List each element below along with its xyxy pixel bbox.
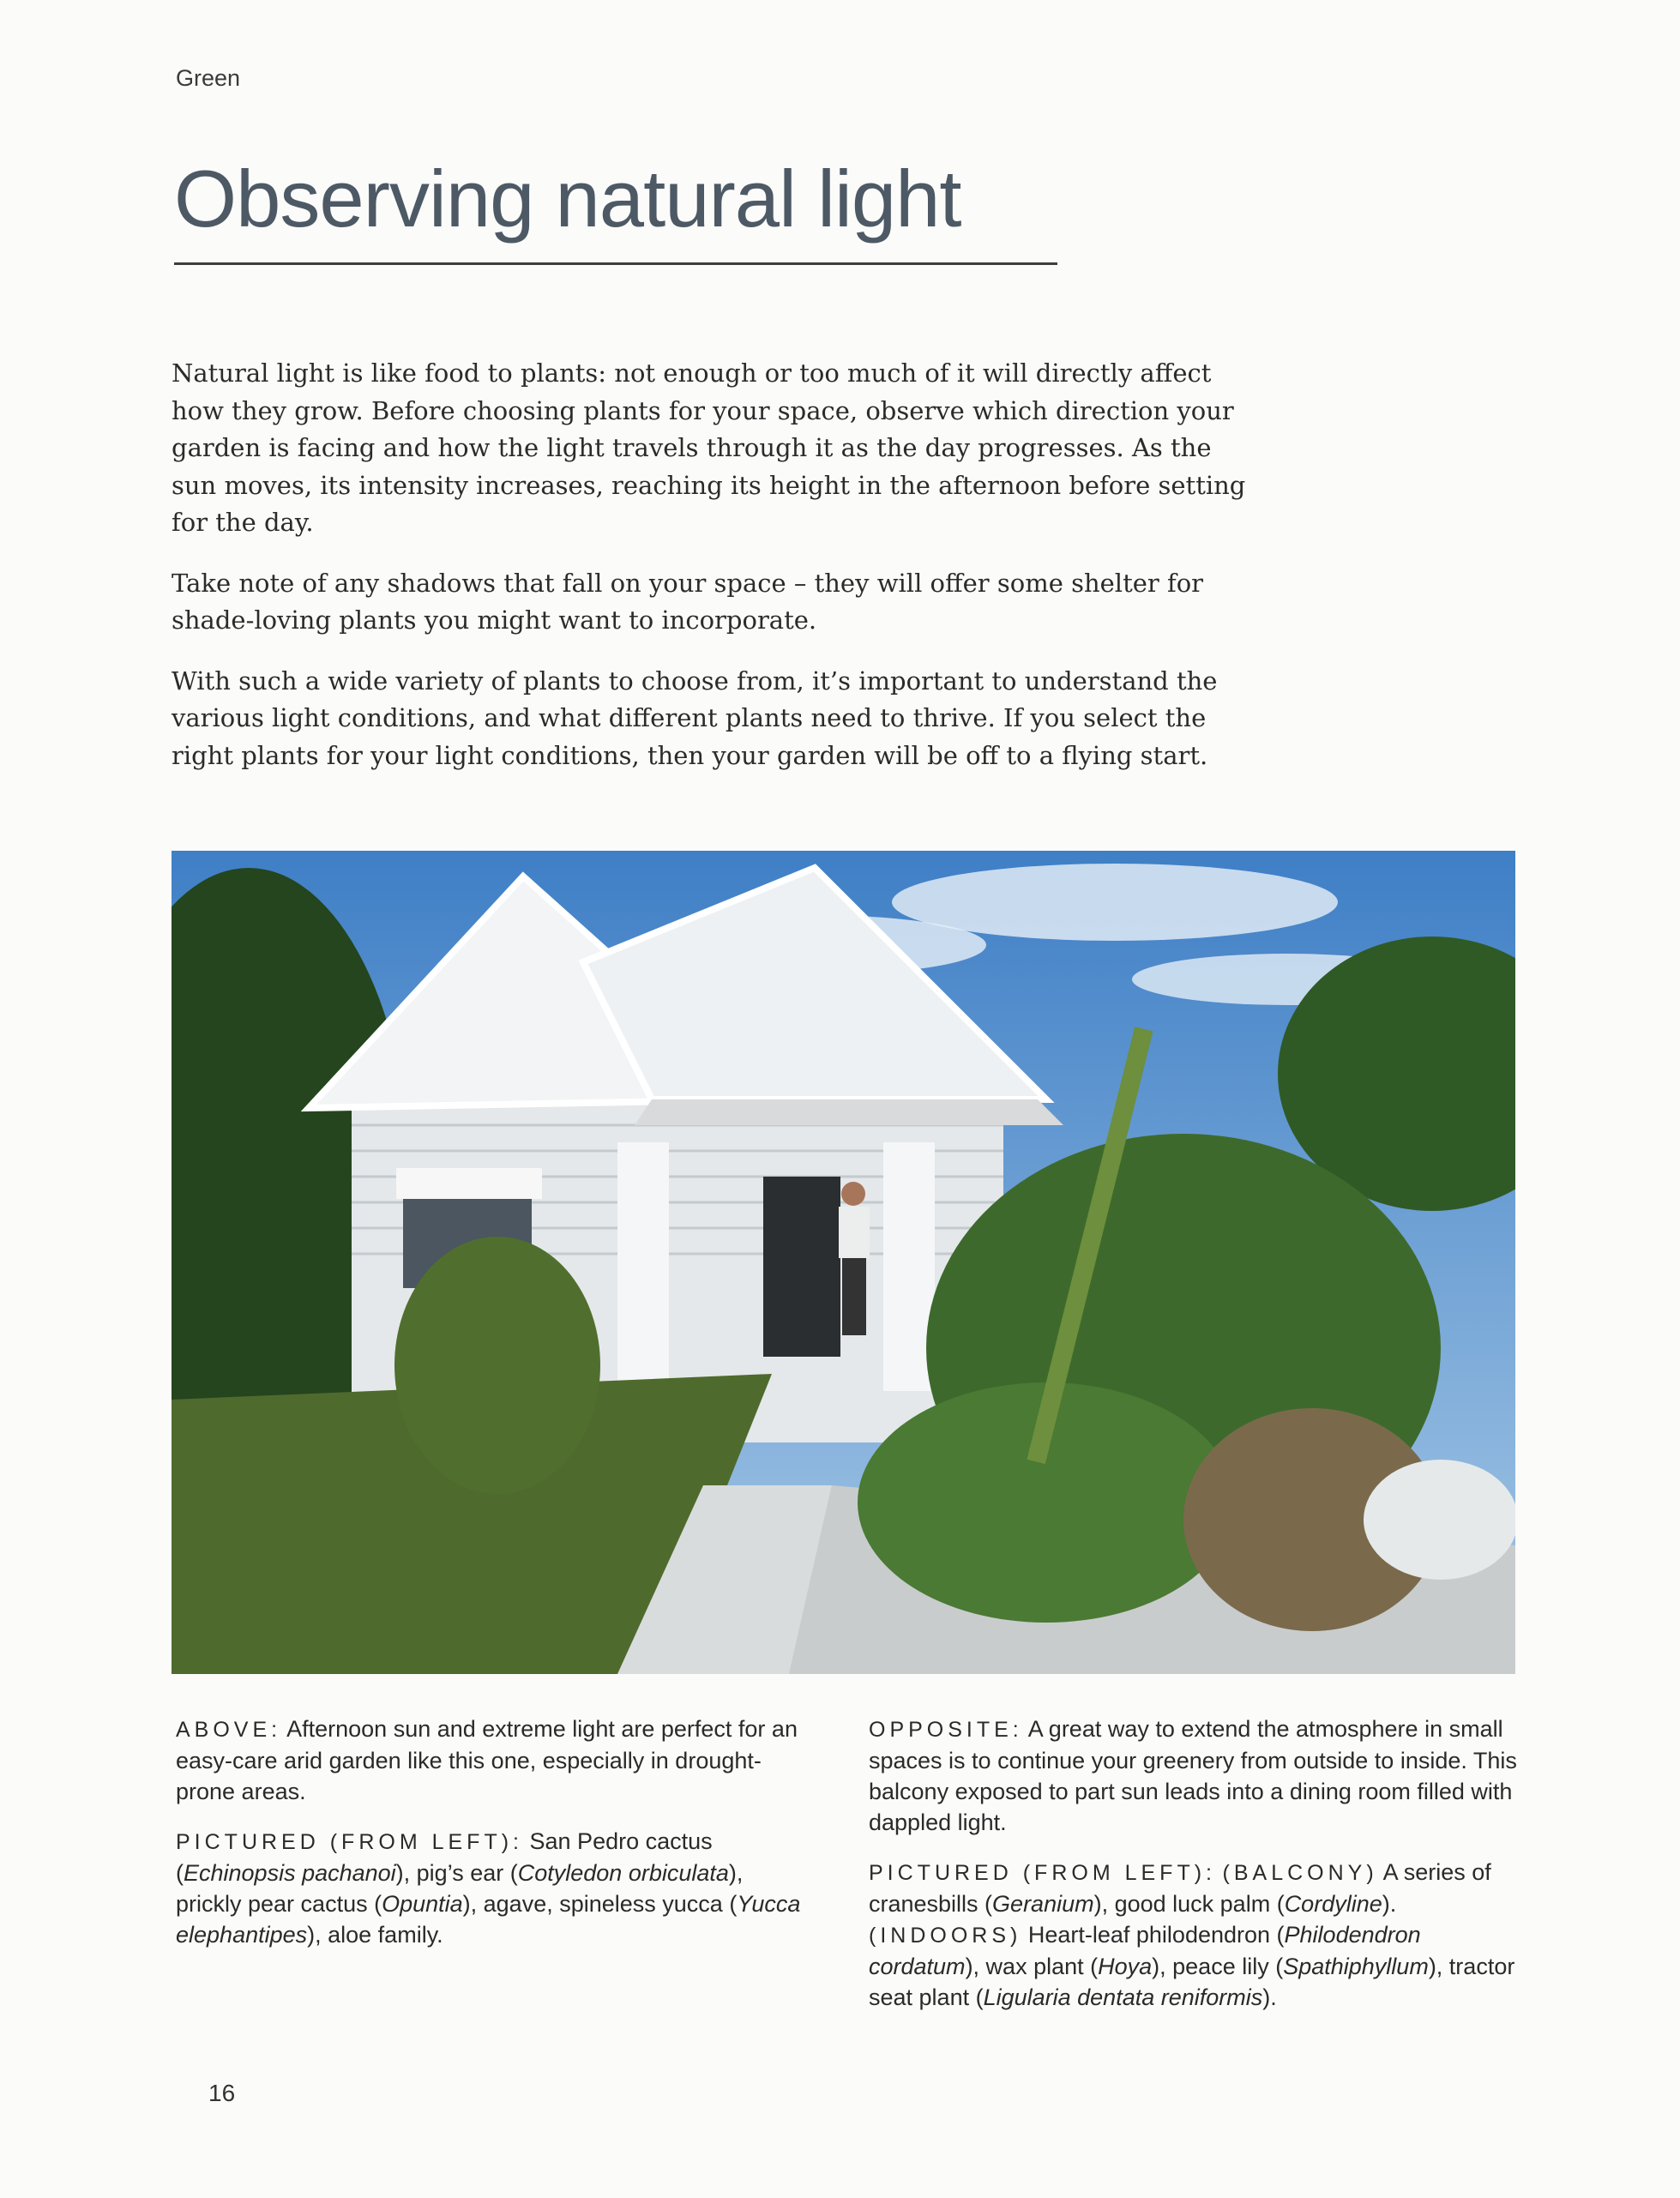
caption-left [176, 1713, 802, 1969]
caption-text: ), pig’s ear ( [395, 1860, 518, 1886]
caption-text: San Pedro cactus ( [176, 1828, 713, 1886]
caption-text: A great way to extend the atmosphere in small spaces is to continue your greenery from outside to inside. This balcony exposed to part sun leads into a dining room filled with dappled light. [869, 1716, 1517, 1835]
caption-text: ). [1382, 1891, 1397, 1917]
species-name: Hoya [1098, 1954, 1153, 1979]
species-name: Cotyledon orbiculata [517, 1860, 729, 1886]
caption-text: ), good luck palm ( [1093, 1891, 1285, 1917]
caption-pictured [869, 1857, 1520, 2013]
caption-text: ), wax plant ( [965, 1954, 1099, 1979]
caption-label: ABOVE: [176, 1718, 282, 1742]
intro-paragraph: Natural light is like food to plants: not enough or too much of it will directly affect how they grow. Before choosing plants for your space, observe which direction your garden is facing and how the light travels through it as the day progresses. As the sun moves, its intensity increases, reaching its height in the afternoon before setting for the day. [172, 358, 1246, 537]
caption-opposite [869, 1713, 1520, 1838]
caption-text: ), aloe family. [307, 1922, 443, 1948]
caption-text: ), peace lily ( [1152, 1954, 1284, 1979]
intro-paragraph: With such a wide variety of plants to choose from, it’s important to understand the various light conditions, and what different plants need to thrive. If you select the right plants for your light conditions, then your garden will be off to a flying start. [172, 665, 1218, 770]
species-name: Geranium [992, 1891, 1094, 1917]
caption-text: ), prickly pear cactus ( [176, 1860, 744, 1917]
caption-above [176, 1713, 802, 1807]
caption-label: PICTURED (FROM LEFT): [176, 1830, 523, 1854]
species-name: Cordyline [1284, 1891, 1382, 1917]
caption-text: ), tractor seat plant ( [869, 1954, 1515, 2010]
caption-label: (BALCONY) [1222, 1861, 1378, 1885]
species-name: Opuntia [382, 1891, 463, 1917]
species-name: Echinopsis pachanoi [184, 1860, 396, 1886]
caption-label: PICTURED (FROM LEFT): [869, 1861, 1216, 1885]
caption-pictured [176, 1826, 802, 1950]
caption-label: OPPOSITE: [869, 1718, 1023, 1742]
caption-text: ), agave, spineless yucca ( [462, 1891, 738, 1917]
caption-text: Afternoon sun and extreme light are perfect for an easy-care arid garden like this one, especially in drought-prone areas. [176, 1716, 798, 1804]
species-name: Ligularia dentata reniformis [983, 1984, 1263, 2010]
photo-illustration [172, 851, 1515, 1674]
species-name: Spathiphyllum [1283, 1954, 1429, 1979]
intro-paragraph: Take note of any shadows that fall on your space – they will offer some shelter for shade-loving plants you might want to incorporate. [172, 568, 1204, 635]
house-garden-photo [172, 851, 1515, 1674]
caption-right [869, 1713, 1520, 2032]
page-number: 16 [208, 2080, 236, 2106]
caption-label: (INDOORS) [869, 1924, 1022, 1948]
species-name: Philodendron cordatum [869, 1922, 1421, 1979]
title-underline [174, 262, 1057, 265]
caption-text: Heart-leaf philodendron ( [1027, 1922, 1285, 1948]
caption-text: ). [1262, 1984, 1277, 2010]
page-title: Observing natural light [174, 154, 961, 244]
caption-text: A series of cranesbills ( [869, 1859, 1491, 1917]
species-name: Yucca elephantipes [176, 1891, 801, 1948]
section-label: Green [176, 65, 241, 91]
intro-text [172, 355, 1261, 798]
